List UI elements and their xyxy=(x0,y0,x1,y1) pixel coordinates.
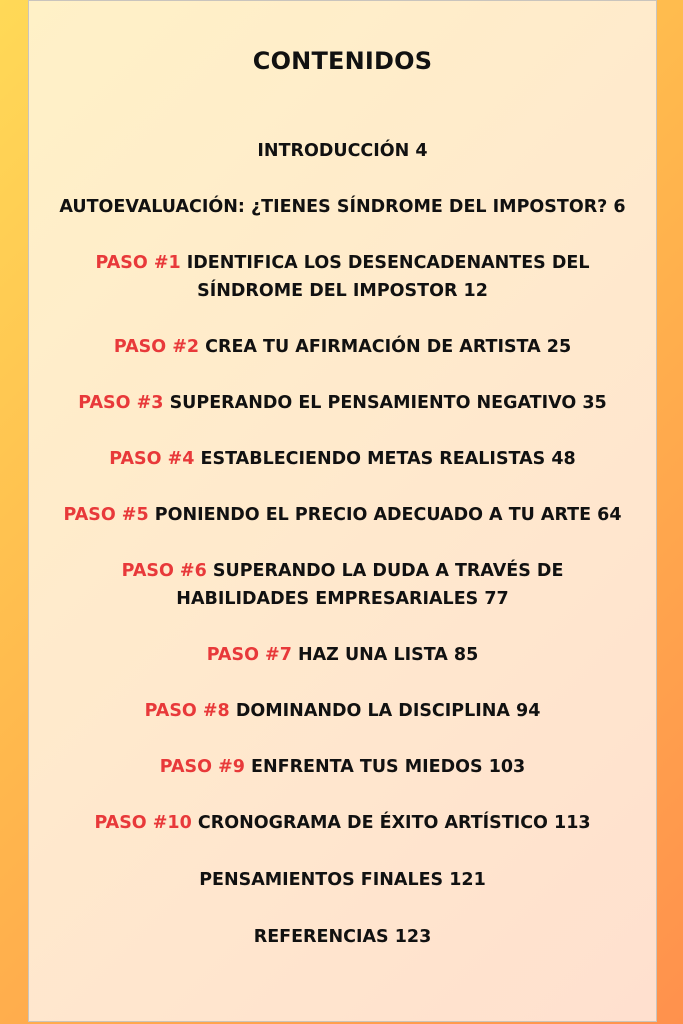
toc-entry-step-1 xyxy=(35,249,650,305)
toc-entry-text: ESTABLECIENDO METAS REALISTAS 48 xyxy=(194,449,576,469)
toc-entry-text-line2: SÍNDROME DEL IMPOSTOR 12 xyxy=(197,281,488,301)
toc-step-label: PASO #9 xyxy=(159,757,245,777)
toc-entry-text: SUPERANDO LA DUDA A TRAVÉS DE xyxy=(206,561,564,581)
toc-entry-references xyxy=(35,923,650,951)
toc-entry-text: ENFRENTA TUS MIEDOS 103 xyxy=(244,757,526,777)
toc-entry-text: REFERENCIAS 123 xyxy=(253,927,432,947)
toc-entry-text: CRONOGRAMA DE ÉXITO ARTÍSTICO 113 xyxy=(191,813,591,833)
toc-entry-step-8 xyxy=(35,697,650,725)
toc-step-label: PASO #4 xyxy=(109,449,195,469)
toc-entry-introduction xyxy=(35,137,650,165)
toc-entry-step-5 xyxy=(35,501,650,529)
toc-entry-step-9 xyxy=(35,753,650,781)
toc-step-label: PASO #7 xyxy=(206,645,292,665)
page-title: CONTENIDOS xyxy=(252,47,433,75)
toc-step-label: PASO #8 xyxy=(144,701,230,721)
toc-entry-text: AUTOEVALUACIÓN: ¿TIENES SÍNDROME DEL IMPOSTOR? 6 xyxy=(59,197,626,217)
toc-entry-step-2 xyxy=(35,333,650,361)
toc-entry-text: PONIENDO EL PRECIO ADECUADO A TU ARTE 64 xyxy=(148,505,622,525)
toc-entry-text: SUPERANDO EL PENSAMIENTO NEGATIVO 35 xyxy=(163,393,607,413)
toc-entry-text: INTRODUCCIÓN 4 xyxy=(257,141,428,161)
toc-step-label: PASO #3 xyxy=(78,393,164,413)
toc-entry-self-assessment xyxy=(35,193,650,221)
toc-entry-step-6 xyxy=(35,557,650,613)
toc-step-label: PASO #6 xyxy=(121,561,207,581)
toc-entry-text: DOMINANDO LA DISCIPLINA 94 xyxy=(229,701,541,721)
toc-entry-text: CREA TU AFIRMACIÓN DE ARTISTA 25 xyxy=(199,337,572,357)
toc-step-label: PASO #1 xyxy=(95,253,181,273)
toc-entry-step-7 xyxy=(35,641,650,669)
toc-entry-text: IDENTIFICA LOS DESENCADENANTES DEL xyxy=(180,253,590,273)
toc-entry-text: HAZ UNA LISTA 85 xyxy=(291,645,479,665)
toc-entry-step-10 xyxy=(35,809,650,837)
toc-entry-final-thoughts xyxy=(35,866,650,894)
toc-entry-step-3 xyxy=(35,389,650,417)
contents-page xyxy=(28,0,657,1022)
toc-step-label: PASO #5 xyxy=(63,505,149,525)
toc-entry-step-4 xyxy=(35,445,650,473)
toc-entry-text: PENSAMIENTOS FINALES 121 xyxy=(199,870,486,890)
toc-step-label: PASO #2 xyxy=(113,337,200,357)
toc-step-label: PASO #10 xyxy=(94,813,192,833)
toc-entry-text-line2: HABILIDADES EMPRESARIALES 77 xyxy=(176,589,509,609)
